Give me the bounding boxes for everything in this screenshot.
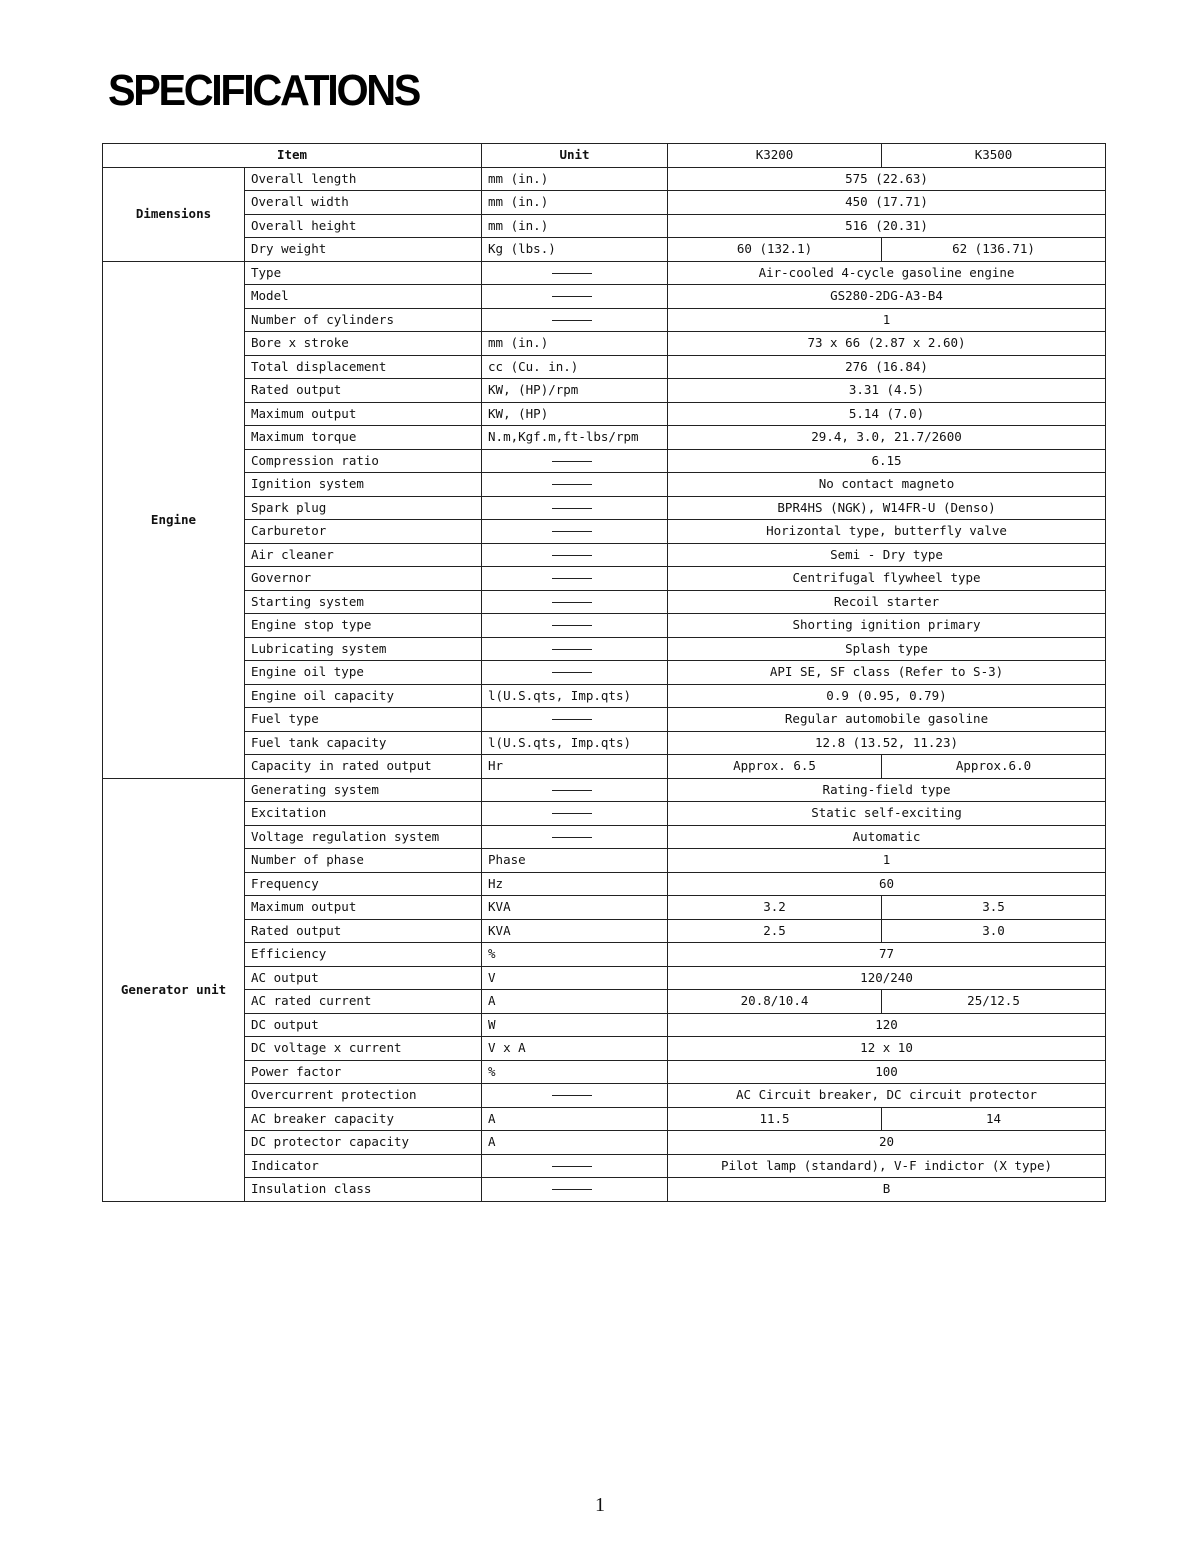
unit-label: Hz <box>482 872 668 896</box>
table-row <box>103 614 1106 638</box>
item-label: Bore x stroke <box>245 332 482 356</box>
item-label: Total displacement <box>245 355 482 379</box>
spec-value: 120 <box>668 1013 1106 1037</box>
unit-label: mm (in.) <box>482 214 668 238</box>
spec-value: 0.9 (0.95, 0.79) <box>668 684 1106 708</box>
item-label: Lubricating system <box>245 637 482 661</box>
dash-mark <box>552 484 592 485</box>
unit-dash <box>482 285 668 309</box>
table-row <box>103 238 1106 262</box>
spec-value: Semi - Dry type <box>668 543 1106 567</box>
unit-label: A <box>482 1131 668 1155</box>
item-label: Engine oil type <box>245 661 482 685</box>
spec-value-k3500: 62 (136.71) <box>882 238 1106 262</box>
unit-label: Phase <box>482 849 668 873</box>
dash-mark <box>552 625 592 626</box>
header-model-k3500: K3500 <box>882 144 1106 168</box>
table-row <box>103 355 1106 379</box>
section-label: Generator unit <box>103 778 245 1201</box>
spec-value: Centrifugal flywheel type <box>668 567 1106 591</box>
spec-value: 450 (17.71) <box>668 191 1106 215</box>
unit-dash <box>482 802 668 826</box>
spec-value: BPR4HS (NGK), W14FR-U (Denso) <box>668 496 1106 520</box>
table-row <box>103 167 1106 191</box>
table-row <box>103 849 1106 873</box>
unit-label: KW, (HP) <box>482 402 668 426</box>
item-label: AC breaker capacity <box>245 1107 482 1131</box>
item-label: DC protector capacity <box>245 1131 482 1155</box>
dash-mark <box>552 461 592 462</box>
item-label: Fuel tank capacity <box>245 731 482 755</box>
dash-mark <box>552 320 592 321</box>
item-label: Starting system <box>245 590 482 614</box>
spec-value-k3500: 3.0 <box>882 919 1106 943</box>
spec-value: Automatic <box>668 825 1106 849</box>
unit-label: N.m,Kgf.m,ft-lbs/rpm <box>482 426 668 450</box>
unit-dash <box>482 1178 668 1202</box>
table-row <box>103 755 1106 779</box>
dash-mark <box>552 1166 592 1167</box>
spec-value-k3500: 3.5 <box>882 896 1106 920</box>
item-label: Model <box>245 285 482 309</box>
table-row <box>103 402 1106 426</box>
item-label: Maximum torque <box>245 426 482 450</box>
unit-label: W <box>482 1013 668 1037</box>
item-label: Carburetor <box>245 520 482 544</box>
item-label: Insulation class <box>245 1178 482 1202</box>
unit-label: KVA <box>482 919 668 943</box>
unit-dash <box>482 520 668 544</box>
table-row <box>103 919 1106 943</box>
unit-label: l(U.S.qts, Imp.qts) <box>482 731 668 755</box>
item-label: AC rated current <box>245 990 482 1014</box>
spec-value-k3200: 11.5 <box>668 1107 882 1131</box>
table-row <box>103 1013 1106 1037</box>
table-row <box>103 473 1106 497</box>
dash-mark <box>552 790 592 791</box>
item-label: Capacity in rated output <box>245 755 482 779</box>
unit-label: mm (in.) <box>482 191 668 215</box>
table-row <box>103 449 1106 473</box>
item-label: Frequency <box>245 872 482 896</box>
table-row <box>103 637 1106 661</box>
unit-dash <box>482 261 668 285</box>
unit-dash <box>482 449 668 473</box>
item-label: Governor <box>245 567 482 591</box>
item-label: Generating system <box>245 778 482 802</box>
table-row <box>103 426 1106 450</box>
unit-label: A <box>482 990 668 1014</box>
table-row <box>103 661 1106 685</box>
unit-label: KW, (HP)/rpm <box>482 379 668 403</box>
header-unit: Unit <box>482 144 668 168</box>
dash-mark <box>552 555 592 556</box>
item-label: Spark plug <box>245 496 482 520</box>
spec-value: 12 x 10 <box>668 1037 1106 1061</box>
table-row <box>103 684 1106 708</box>
table-row <box>103 1037 1106 1061</box>
unit-dash <box>482 590 668 614</box>
spec-value: Regular automobile gasoline <box>668 708 1106 732</box>
spec-value: Recoil starter <box>668 590 1106 614</box>
unit-label: mm (in.) <box>482 167 668 191</box>
table-row <box>103 520 1106 544</box>
specifications-table <box>102 143 1106 1202</box>
spec-value-k3200: 3.2 <box>668 896 882 920</box>
unit-dash <box>482 614 668 638</box>
item-label: Air cleaner <box>245 543 482 567</box>
item-label: Overcurrent protection <box>245 1084 482 1108</box>
spec-value: B <box>668 1178 1106 1202</box>
item-label: Rated output <box>245 379 482 403</box>
spec-value: Splash type <box>668 637 1106 661</box>
dash-mark <box>552 1095 592 1096</box>
unit-label: A <box>482 1107 668 1131</box>
table-row <box>103 1154 1106 1178</box>
spec-value: 1 <box>668 308 1106 332</box>
spec-value: 5.14 (7.0) <box>668 402 1106 426</box>
spec-value: 12.8 (13.52, 11.23) <box>668 731 1106 755</box>
table-body <box>103 167 1106 1201</box>
spec-value: 276 (16.84) <box>668 355 1106 379</box>
item-label: Number of phase <box>245 849 482 873</box>
table-row <box>103 802 1106 826</box>
table-row <box>103 1131 1106 1155</box>
section-label: Dimensions <box>103 167 245 261</box>
spec-value: 77 <box>668 943 1106 967</box>
spec-value: Rating-field type <box>668 778 1106 802</box>
table-row <box>103 872 1106 896</box>
table-row <box>103 191 1106 215</box>
spec-value: Pilot lamp (standard), V-F indictor (X type) <box>668 1154 1106 1178</box>
spec-value: Air-cooled 4-cycle gasoline engine <box>668 261 1106 285</box>
table-row <box>103 825 1106 849</box>
page-title: SPECIFICATIONS <box>108 66 420 115</box>
item-label: Voltage regulation system <box>245 825 482 849</box>
unit-label: V x A <box>482 1037 668 1061</box>
item-label: Type <box>245 261 482 285</box>
spec-value: 100 <box>668 1060 1106 1084</box>
spec-value: AC Circuit breaker, DC circuit protector <box>668 1084 1106 1108</box>
item-label: Engine stop type <box>245 614 482 638</box>
table-row <box>103 543 1106 567</box>
spec-value: 60 <box>668 872 1106 896</box>
table-row <box>103 778 1106 802</box>
table-row <box>103 214 1106 238</box>
table-row <box>103 1084 1106 1108</box>
table-row <box>103 708 1106 732</box>
spec-value: 73 x 66 (2.87 x 2.60) <box>668 332 1106 356</box>
item-label: Ignition system <box>245 473 482 497</box>
item-label: Power factor <box>245 1060 482 1084</box>
dash-mark <box>552 602 592 603</box>
item-label: Overall height <box>245 214 482 238</box>
unit-dash <box>482 708 668 732</box>
item-label: Overall length <box>245 167 482 191</box>
spec-value: GS280-2DG-A3-B4 <box>668 285 1106 309</box>
unit-dash <box>482 543 668 567</box>
dash-mark <box>552 837 592 838</box>
table-row <box>103 1107 1106 1131</box>
spec-value: Shorting ignition primary <box>668 614 1106 638</box>
table-row <box>103 966 1106 990</box>
spec-value: 6.15 <box>668 449 1106 473</box>
header-model-k3200: K3200 <box>668 144 882 168</box>
unit-label: cc (Cu. in.) <box>482 355 668 379</box>
unit-label: % <box>482 1060 668 1084</box>
item-label: Engine oil capacity <box>245 684 482 708</box>
table-row <box>103 496 1106 520</box>
unit-dash <box>482 637 668 661</box>
unit-label: Kg (lbs.) <box>482 238 668 262</box>
unit-label: l(U.S.qts, Imp.qts) <box>482 684 668 708</box>
unit-label: mm (in.) <box>482 332 668 356</box>
item-label: Efficiency <box>245 943 482 967</box>
spec-value: API SE, SF class (Refer to S-3) <box>668 661 1106 685</box>
dash-mark <box>552 1189 592 1190</box>
item-label: Dry weight <box>245 238 482 262</box>
table-row <box>103 567 1106 591</box>
section-label: Engine <box>103 261 245 778</box>
dash-mark <box>552 531 592 532</box>
item-label: Compression ratio <box>245 449 482 473</box>
item-label: DC output <box>245 1013 482 1037</box>
dash-mark <box>552 273 592 274</box>
unit-label: V <box>482 966 668 990</box>
unit-dash <box>482 825 668 849</box>
table-header-row <box>103 144 1106 168</box>
table-row <box>103 731 1106 755</box>
unit-dash <box>482 496 668 520</box>
unit-label: KVA <box>482 896 668 920</box>
unit-dash <box>482 661 668 685</box>
table-row <box>103 261 1106 285</box>
item-label: Maximum output <box>245 896 482 920</box>
table-row <box>103 590 1106 614</box>
dash-mark <box>552 719 592 720</box>
unit-label: Hr <box>482 755 668 779</box>
table-row <box>103 308 1106 332</box>
item-label: Rated output <box>245 919 482 943</box>
table-row <box>103 379 1106 403</box>
unit-dash <box>482 778 668 802</box>
table-row <box>103 1060 1106 1084</box>
spec-value: 29.4, 3.0, 21.7/2600 <box>668 426 1106 450</box>
unit-dash <box>482 1154 668 1178</box>
spec-value: 1 <box>668 849 1106 873</box>
page-number: 1 <box>595 1494 605 1516</box>
table-row <box>103 285 1106 309</box>
header-item: Item <box>103 144 482 168</box>
unit-dash <box>482 308 668 332</box>
table-row <box>103 1178 1106 1202</box>
item-label: Maximum output <box>245 402 482 426</box>
spec-value: 120/240 <box>668 966 1106 990</box>
dash-mark <box>552 296 592 297</box>
item-label: DC voltage x current <box>245 1037 482 1061</box>
spec-value-k3200: 20.8/10.4 <box>668 990 882 1014</box>
unit-label: % <box>482 943 668 967</box>
dash-mark <box>552 813 592 814</box>
spec-value-k3500: 25/12.5 <box>882 990 1106 1014</box>
spec-value: 20 <box>668 1131 1106 1155</box>
spec-value: No contact magneto <box>668 473 1106 497</box>
dash-mark <box>552 508 592 509</box>
item-label: Fuel type <box>245 708 482 732</box>
item-label: Excitation <box>245 802 482 826</box>
unit-dash <box>482 473 668 497</box>
item-label: Number of cylinders <box>245 308 482 332</box>
dash-mark <box>552 649 592 650</box>
spec-value: 3.31 (4.5) <box>668 379 1106 403</box>
table-row <box>103 990 1106 1014</box>
dash-mark <box>552 578 592 579</box>
item-label: Overall width <box>245 191 482 215</box>
spec-value-k3200: Approx. 6.5 <box>668 755 882 779</box>
spec-value-k3500: 14 <box>882 1107 1106 1131</box>
item-label: AC output <box>245 966 482 990</box>
unit-dash <box>482 1084 668 1108</box>
spec-value-k3200: 60 (132.1) <box>668 238 882 262</box>
table-row <box>103 943 1106 967</box>
spec-value: Static self-exciting <box>668 802 1106 826</box>
item-label: Indicator <box>245 1154 482 1178</box>
unit-dash <box>482 567 668 591</box>
spec-value: 516 (20.31) <box>668 214 1106 238</box>
dash-mark <box>552 672 592 673</box>
spec-value-k3200: 2.5 <box>668 919 882 943</box>
table-row <box>103 332 1106 356</box>
spec-value-k3500: Approx.6.0 <box>882 755 1106 779</box>
spec-value: 575 (22.63) <box>668 167 1106 191</box>
spec-value: Horizontal type, butterfly valve <box>668 520 1106 544</box>
table-row <box>103 896 1106 920</box>
